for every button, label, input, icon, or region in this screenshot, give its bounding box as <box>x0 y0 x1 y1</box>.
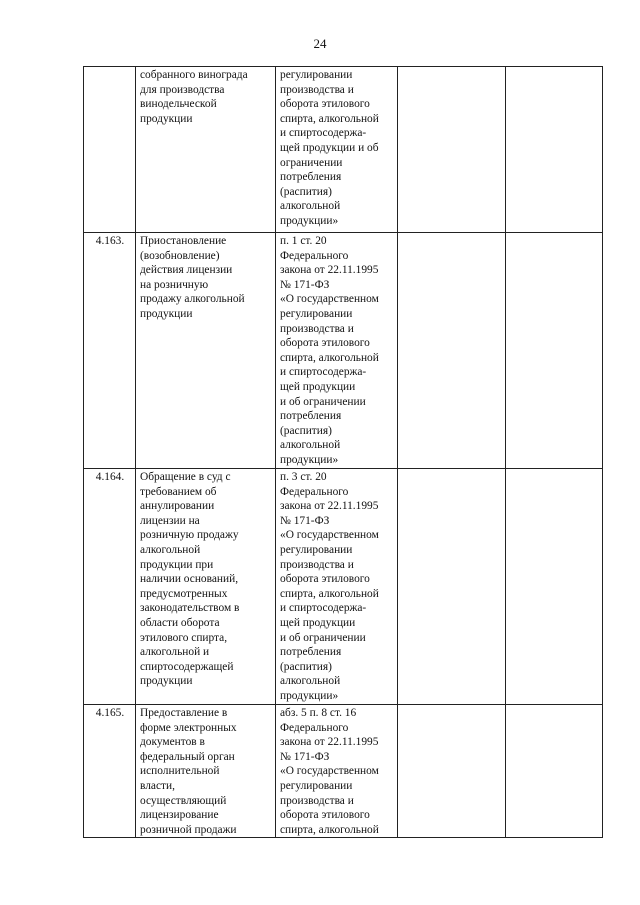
cell-text-line: потребления <box>280 410 342 423</box>
item-number-cell <box>84 233 136 469</box>
cell-text-line: «О государственном <box>280 765 379 778</box>
cell-text-line: и об ограничении <box>280 631 366 644</box>
cell-text-line: щей продукции <box>280 616 356 629</box>
cell-text-line: спирта, алкогольной <box>280 587 379 600</box>
cell-text-line: продукции <box>140 112 193 125</box>
cell-text-line: спирта, алкогольной <box>280 823 379 836</box>
cell-text-line: спиртосодержащей <box>140 660 234 673</box>
cell-text-line: продукции» <box>280 453 339 466</box>
cell-text-line: Предоставление в <box>140 707 228 719</box>
legal-basis-cell <box>276 705 398 838</box>
cell-text-line: производства и <box>280 322 354 335</box>
item-number: 4.163. <box>95 235 125 247</box>
empty-cell <box>506 469 603 705</box>
cell-text-line: алкогольной <box>280 675 341 688</box>
function-name-cell <box>136 67 276 233</box>
cell-text-line: регулировании <box>280 779 353 792</box>
item-number-cell <box>84 67 136 233</box>
empty-cell <box>506 705 603 838</box>
cell-text-line: алкогольной <box>280 439 341 452</box>
cell-text-line: документов в <box>140 736 205 749</box>
cell-text-line: спирта, алкогольной <box>280 112 379 125</box>
cell-text-line: закона от 22.11.1995 <box>280 264 379 277</box>
cell-text-line: Обращение в суд с <box>140 471 231 483</box>
cell-text-line: закона от 22.11.1995 <box>280 736 379 749</box>
legal-basis-cell <box>276 67 398 233</box>
cell-text-line: продажу алкогольной <box>140 293 245 306</box>
cell-text-line: алкогольной и <box>140 646 210 659</box>
item-number: 4.165. <box>95 707 125 719</box>
table-body <box>84 67 603 838</box>
item-number-cell <box>84 705 136 838</box>
cell-text-line: потребления <box>280 171 342 184</box>
cell-text-line: розничной продажи <box>140 823 237 836</box>
cell-text-line: Приостановление <box>140 235 227 247</box>
cell-text-line: п. 1 ст. 20 <box>280 235 327 247</box>
cell-text-line: оборота этилового <box>280 98 370 111</box>
cell-text-line: № 171-ФЗ <box>280 750 330 763</box>
page-number: 24 <box>313 36 327 51</box>
cell-text-line: (распития) <box>280 660 332 673</box>
function-name-cell <box>136 233 276 469</box>
cell-text-line: области оборота <box>140 616 220 629</box>
cell-text-line: алкогольной <box>280 200 341 213</box>
cell-text-line: винодельческой <box>140 98 217 111</box>
cell-text-line: продукции» <box>280 689 339 702</box>
item-number: 4.164. <box>95 471 125 483</box>
empty-cell <box>398 233 506 469</box>
cell-text-line: алкогольной <box>140 543 201 556</box>
cell-text-line: производства и <box>280 794 354 807</box>
cell-text-line: федеральный орган <box>140 750 235 763</box>
cell-text-line: этилового спирта, <box>140 631 228 644</box>
table-row <box>84 67 603 233</box>
cell-text-line: оборота этилового <box>280 337 370 350</box>
cell-text-line: Федерального <box>280 249 349 262</box>
cell-text-line: «О государственном <box>280 529 379 542</box>
cell-text-line: продукции при <box>140 558 214 571</box>
cell-text-line: собранного винограда <box>140 69 248 81</box>
cell-text-line: и об ограничении <box>280 395 366 408</box>
cell-text-line: оборота этилового <box>280 573 370 586</box>
cell-text-line: п. 3 ст. 20 <box>280 471 327 483</box>
legal-basis-cell <box>276 233 398 469</box>
cell-text-line: требованием об <box>140 485 217 498</box>
cell-text-line: абз. 5 п. 8 ст. 16 <box>280 707 357 719</box>
item-number-cell <box>84 469 136 705</box>
cell-text-line: законодательством в <box>140 602 240 615</box>
cell-text-line: на розничную <box>140 278 209 291</box>
cell-text-line: (распития) <box>280 424 332 437</box>
cell-text-line: и спиртосодержа- <box>280 127 367 140</box>
cell-text-line: и спиртосодержа- <box>280 602 367 615</box>
cell-text-line: (распития) <box>280 185 332 198</box>
cell-text-line: ограничении <box>280 156 343 169</box>
cell-text-line: наличии оснований, <box>140 573 239 586</box>
cell-text-line: розничную продажу <box>140 529 239 542</box>
empty-cell <box>506 67 603 233</box>
cell-text-line: регулировании <box>280 307 353 320</box>
cell-text-line: действия лицензии <box>140 264 233 277</box>
cell-text-line: продукции <box>140 307 193 320</box>
cell-text-line: регулировании <box>280 69 353 81</box>
cell-text-line: спирта, алкогольной <box>280 351 379 364</box>
cell-text-line: оборота этилового <box>280 809 370 822</box>
cell-text-line: щей продукции и об <box>280 141 379 154</box>
cell-text-line: производства и <box>280 83 354 96</box>
function-name-cell <box>136 705 276 838</box>
cell-text-line: для производства <box>140 83 225 96</box>
cell-text-line: потребления <box>280 646 342 659</box>
cell-text-line: власти, <box>140 779 175 792</box>
function-name-cell <box>136 469 276 705</box>
empty-cell <box>398 705 506 838</box>
cell-text-line: форме электронных <box>140 721 237 734</box>
table-row <box>84 469 603 705</box>
cell-text-line: исполнительной <box>140 765 220 778</box>
cell-text-line: регулировании <box>280 543 353 556</box>
document-table <box>83 66 603 838</box>
cell-text-line: и спиртосодержа- <box>280 366 367 379</box>
cell-text-line: лицензирование <box>140 809 219 822</box>
empty-cell <box>506 233 603 469</box>
cell-text-line: (возобновление) <box>140 249 220 262</box>
cell-text-line: лицензии на <box>140 514 200 527</box>
cell-text-line: продукции <box>140 675 193 688</box>
cell-text-line: Федерального <box>280 485 349 498</box>
cell-text-line: щей продукции <box>280 380 356 393</box>
cell-text-line: аннулировании <box>140 500 215 513</box>
cell-text-line: № 171-ФЗ <box>280 514 330 527</box>
cell-text-line: Федерального <box>280 721 349 734</box>
table-row <box>84 705 603 838</box>
cell-text-line: «О государственном <box>280 293 379 306</box>
cell-text-line: производства и <box>280 558 354 571</box>
empty-cell <box>398 469 506 705</box>
cell-text-line: продукции» <box>280 214 339 227</box>
legal-basis-cell <box>276 469 398 705</box>
cell-text-line: осуществляющий <box>140 794 227 807</box>
cell-text-line: закона от 22.11.1995 <box>280 500 379 513</box>
cell-text-line: № 171-ФЗ <box>280 278 330 291</box>
cell-text-line: предусмотренных <box>140 587 228 600</box>
table-row <box>84 233 603 469</box>
empty-cell <box>398 67 506 233</box>
